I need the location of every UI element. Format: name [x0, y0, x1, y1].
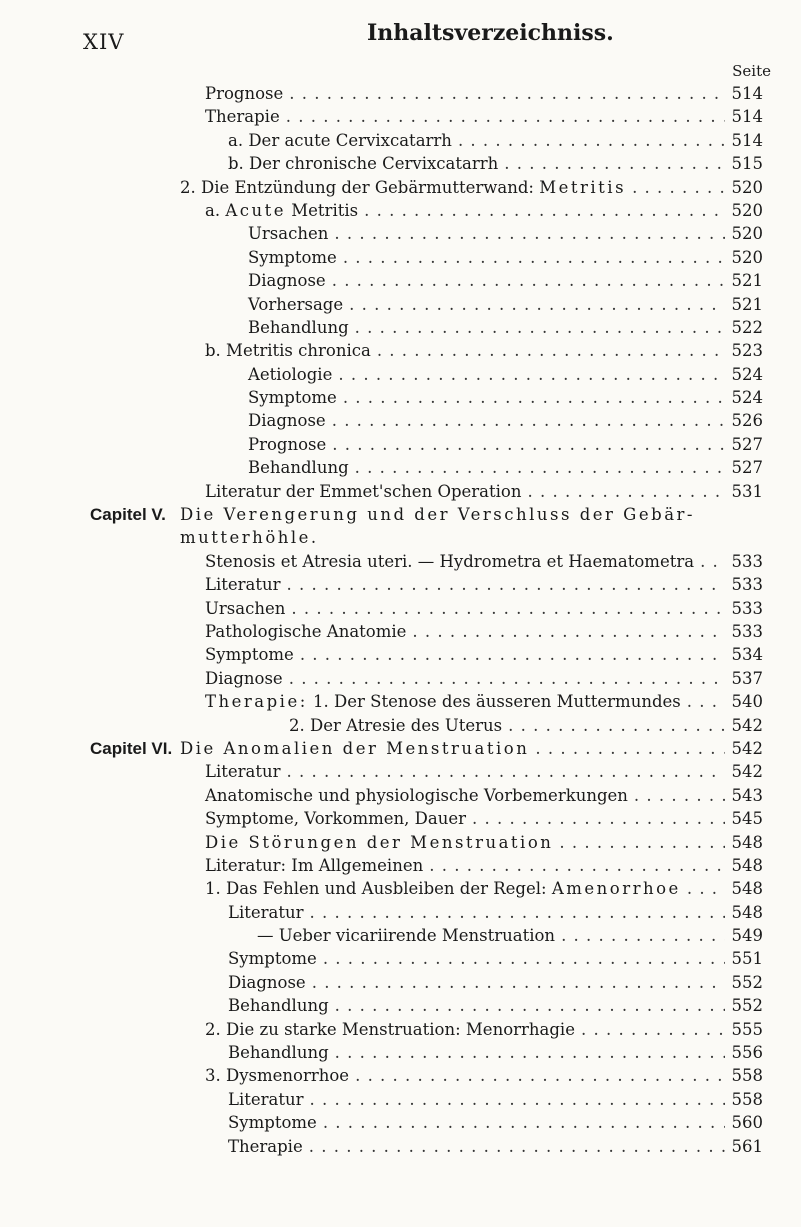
toc-entry: Stenosis et Atresia uteri. — Hydrometra et Haematometra . . . 533: [0, 550, 801, 573]
toc-entry: 2. Die zu starke Menstruation: Menorrhagie . . . 555: [0, 1018, 801, 1041]
page-column-label: Seite: [732, 62, 771, 80]
toc-entry: Symptome . . . 551: [0, 947, 801, 970]
toc-entry: a. Acute Metritis . . . 520: [0, 199, 801, 222]
running-title: Inhaltsverzeichniss.: [367, 20, 614, 46]
toc-entry: Prognose . . . 514: [0, 82, 801, 105]
toc-chapter-continuation: mutterhöhle.: [180, 528, 319, 548]
chapter-label: Capitel VI.: [90, 738, 173, 758]
toc-entry: Behandlung . . . 527: [0, 456, 801, 479]
toc-entry: Literatur . . . 533: [0, 573, 801, 596]
toc-entry: Literatur: Im Allgemeinen . . . 548: [0, 854, 801, 877]
toc-entry: Therapie: 1. Der Stenose des äusseren Muttermundes . . . 540: [0, 690, 801, 713]
toc-entry: b. Metritis chronica . . . 523: [0, 339, 801, 362]
toc-entry: Diagnose . . . 552: [0, 971, 801, 994]
toc-entry: b. Der chronische Cervixcatarrh . . . 515: [0, 152, 801, 175]
toc-entry: 2. Die Entzündung der Gebärmutterwand: Metritis . . . 520: [0, 176, 801, 199]
toc-entry: Literatur . . . 558: [0, 1088, 801, 1111]
toc-entry: — Ueber vicariirende Menstruation . . . 549: [0, 924, 801, 947]
toc-entry: Diagnose . . . 521: [0, 269, 801, 292]
toc-entry: Behandlung . . . 556: [0, 1041, 801, 1064]
toc-entry: Vorhersage . . . 521: [0, 293, 801, 316]
table-of-contents: [0, 82, 801, 1158]
toc-entry: Ursachen . . . 520: [0, 222, 801, 245]
toc-entry: Die Störungen der Menstruation . . . 548: [0, 831, 801, 854]
toc-entry: Diagnose . . . 537: [0, 667, 801, 690]
toc-entry: Symptome . . . 520: [0, 246, 801, 269]
toc-entry: Aetiologie . . . 524: [0, 363, 801, 386]
toc-entry: Anatomische und physiologische Vorbemerkungen . . . 543: [0, 784, 801, 807]
toc-entry: Therapie . . . 514: [0, 105, 801, 128]
toc-chapter: Capitel V. Die Verengerung und der Verschluss der Gebär-: [0, 503, 801, 526]
toc-entry: Symptome, Vorkommen, Dauer . . . 545: [0, 807, 801, 830]
toc-entry: Pathologische Anatomie . . . 533: [0, 620, 801, 643]
toc-entry: 2. Der Atresie des Uterus . . . 542: [0, 714, 801, 737]
toc-entry: Behandlung . . . 552: [0, 994, 801, 1017]
toc-entry: Ursachen . . . 533: [0, 597, 801, 620]
toc-entry: a. Der acute Cervixcatarrh . . . 514: [0, 129, 801, 152]
toc-entry: Literatur . . . 542: [0, 760, 801, 783]
chapter-label: Capitel V.: [90, 505, 166, 525]
toc-entry: Symptome . . . 524: [0, 386, 801, 409]
toc-entry: Symptome . . . 534: [0, 643, 801, 666]
toc-chapter: Capitel VI. Die Anomalien der Menstruation . . . 542: [0, 737, 801, 760]
toc-entry: Literatur . . . 548: [0, 901, 801, 924]
toc-entry: Diagnose . . . 526: [0, 409, 801, 432]
toc-entry: Literatur der Emmet'schen Operation . . . 531: [0, 480, 801, 503]
toc-entry: Behandlung . . . 522: [0, 316, 801, 339]
toc-entry: 1. Das Fehlen und Ausbleiben der Regel: Amenorrhoe . . . 548: [0, 877, 801, 900]
toc-entry: Prognose . . . 527: [0, 433, 801, 456]
toc-entry: 3. Dysmenorrhoe . . . 558: [0, 1064, 801, 1087]
page-number: XIV: [83, 30, 125, 54]
toc-entry: Therapie . . . 561: [0, 1135, 801, 1158]
toc-entry: Symptome . . . 560: [0, 1111, 801, 1134]
